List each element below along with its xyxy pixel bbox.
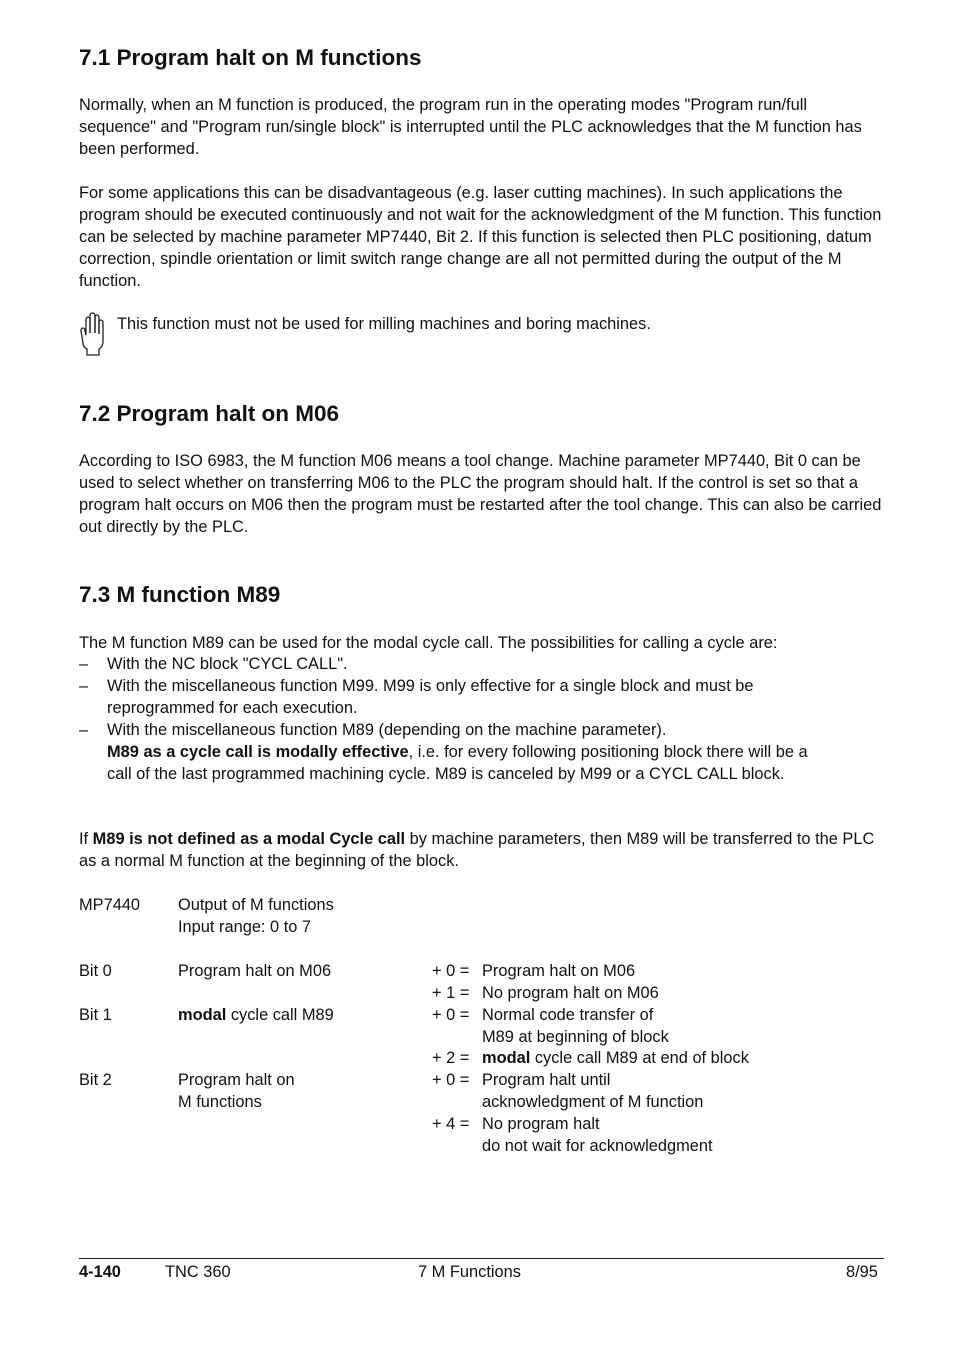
page-number: 4-140 [79,1263,121,1281]
bit-value: + 4 = [432,1115,470,1133]
bold-text: M89 is not defined as a modal Cycle call [92,830,406,848]
bit-value-text: No program halt [482,1115,600,1133]
bold-text: M89 as a cycle call is modally effective [107,742,409,761]
footer-date: 8/95 [846,1263,878,1281]
list-item-text [107,742,817,786]
paragraph [79,829,884,873]
bit-value: + 1 = [432,984,470,1002]
bit-value: + 0 = [432,962,470,980]
bit-value: + 0 = [432,1006,470,1024]
bit-desc: Program halt on [178,1071,295,1089]
bit-value-text: do not wait for acknowledgment [482,1137,713,1155]
bit-value-text: Program halt on M06 [482,962,636,980]
bit-label: Bit 0 [79,962,112,980]
list-item [107,720,817,786]
text: If [79,830,93,848]
hand-note-icon [77,311,107,357]
bit-value-text: No program halt on M06 [482,984,659,1002]
footer-divider [79,1258,884,1259]
list-bullet: – [79,677,89,695]
list-bullet: – [79,721,89,739]
bit-value-text [482,1048,749,1070]
param-name: MP7440 [79,896,141,914]
bit-value-text: acknowledgment of M function [482,1093,704,1111]
bold-text: modal [482,1049,531,1067]
list-item-line: With the miscellaneous function M89 (depending on the machine parameter). [107,721,667,739]
list-bullet: – [79,655,89,673]
section-heading-7-2: 7.2 Program halt on M06 [79,401,340,426]
bit-desc [178,1005,334,1027]
text: cycle call M89 at end of block [530,1049,749,1067]
param-desc: Input range: 0 to 7 [178,918,312,936]
bit-value-text: M89 at beginning of block [482,1028,669,1046]
bit-desc: M functions [178,1093,262,1111]
text: cycle call M89 [226,1006,334,1024]
bit-value: + 0 = [432,1071,470,1089]
text: by machine parameters, then M89 will be transferred to the PLC as a normal M function at the beginning of the block. [79,830,875,870]
paragraph: According to ISO 6983, the M function M06 means a tool change. Machine parameter MP7440, Bit 0 can be used to select whether on transferring M06 to the PLC the program should halt. If the control is set so that a program halt occurs on M06 then the program must be restarted after the tool change. This can also be carried out directly by the PLC. [79,452,882,536]
bit-label: Bit 2 [79,1071,112,1089]
paragraph: For some applications this can be disadvantageous (e.g. laser cutting machines). In such applications the program should be executed continuously and not wait for the acknowledgment of the M function. This function can be selected by machine parameter MP7440, Bit 2. If this function is selected then PLC positioning, datum correction, spindle orientation or limit switch range change are all not permitted during the output of the M function. [79,184,882,290]
paragraph: The M function M89 can be used for the modal cycle call. The possibilities for calling a cycle are: [79,634,778,652]
list-item: With the miscellaneous function M99. M99 is only effective for a single block and must be reprogrammed for each execution. [107,677,754,717]
section-heading-7-1: 7.1 Program halt on M functions [79,45,422,70]
list-item: With the NC block "CYCL CALL". [107,655,348,673]
bit-value: + 2 = [432,1049,470,1067]
bit-desc: Program halt on M06 [178,962,332,980]
text: , i.e. for every following positioning block there will be a call of the last programmed machining cycle. M89 is canceled by M99 or a CYCL CALL block. [107,742,808,783]
section-heading-7-3: 7.3 M function M89 [79,582,281,607]
bit-value-text: Program halt until [482,1071,611,1089]
paragraph: Normally, when an M function is produced, the program run in the operating modes "Program run/full sequence" and "Program run/single block" is interrupted until the PLC acknowledges that the M function has been performed. [79,96,862,158]
note-text: This function must not be used for milling machines and boring machines. [117,315,651,333]
bit-value-text: Normal code transfer of [482,1006,654,1024]
param-desc: Output of M functions [178,896,334,914]
footer-chapter: 7 M Functions [418,1263,521,1281]
footer-product: TNC 360 [165,1263,231,1281]
bit-label: Bit 1 [79,1006,112,1024]
bold-text: modal [178,1006,227,1024]
